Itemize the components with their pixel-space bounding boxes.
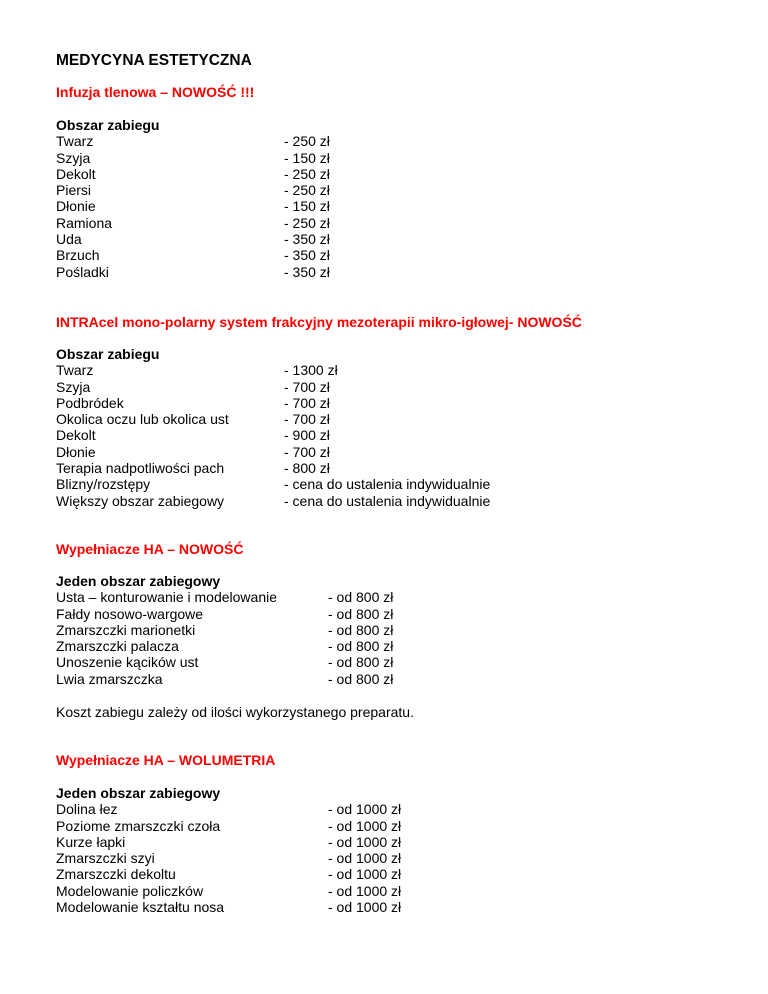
item-price: - od 800 zł	[328, 621, 394, 638]
item-price: - 150 zł	[284, 198, 330, 215]
item-price: - 250 zł	[284, 182, 330, 199]
list-item	[56, 133, 330, 150]
item-name: Dłonie	[56, 443, 96, 460]
item-name: Unoszenie kącików ust	[56, 654, 199, 671]
item-name: Blizny/rozstępy	[56, 476, 151, 493]
item-price: - od 1000 zł	[328, 899, 402, 916]
section-wypelniacze-wolumetria	[56, 752, 402, 916]
list-item	[56, 460, 582, 476]
item-name: Kurze łapki	[56, 833, 126, 850]
section-infuzja-tlenowa	[56, 84, 330, 280]
item-price: - 700 zł	[284, 394, 330, 411]
item-price: - od 1000 zł	[328, 866, 402, 883]
section-subheading: Obszar zabiegu	[56, 346, 160, 362]
item-price: - 250 zł	[284, 133, 330, 150]
list-item	[56, 850, 402, 867]
list-item	[56, 214, 330, 231]
item-name: Terapia nadpotliwości pach	[56, 460, 225, 477]
item-price: - 1300 zł	[284, 362, 338, 379]
item-price: - 700 zł	[284, 443, 330, 460]
price-list	[56, 133, 330, 280]
section-title: Infuzja tlenowa – NOWOŚĆ !!!	[56, 84, 255, 100]
item-price: - od 1000 zł	[328, 882, 402, 899]
item-name: Zmarszczki marionetki	[56, 621, 196, 638]
list-item	[56, 833, 402, 850]
item-name: Pośladki	[56, 263, 109, 280]
section-subheading: Obszar zabiegu	[56, 117, 160, 133]
list-item	[56, 654, 414, 670]
item-name: Brzuch	[56, 247, 100, 264]
item-name: Zmarszczki szyi	[56, 850, 155, 867]
item-name: Zmarszczki palacza	[56, 638, 179, 655]
item-price: - 700 zł	[284, 378, 330, 395]
list-item	[56, 411, 582, 427]
item-price: - od 800 zł	[328, 638, 394, 655]
list-item	[56, 263, 330, 280]
list-item	[56, 362, 582, 378]
item-name: Poziome zmarszczki czoła	[56, 817, 221, 834]
item-name: Podbródek	[56, 394, 124, 411]
item-name: Fałdy nosowo-wargowe	[56, 605, 204, 622]
item-price: - od 800 zł	[328, 670, 394, 687]
page-title: MEDYCYNA ESTETYCZNA	[56, 52, 252, 69]
item-name: Okolica oczu lub okolica ust	[56, 411, 229, 428]
item-name: Twarz	[56, 133, 94, 150]
list-item	[56, 198, 330, 215]
item-price: - cena do ustalenia indywidualnie	[284, 476, 491, 493]
list-item	[56, 493, 582, 509]
section-title: INTRAcel mono-polarny system frakcyjny mezoterapii mikro-igłowej- NOWOŚĆ	[56, 314, 582, 330]
price-list	[56, 801, 402, 916]
list-item	[56, 882, 402, 899]
item-name: Dłonie	[56, 198, 96, 215]
item-price: - 350 zł	[284, 247, 330, 264]
list-item	[56, 801, 402, 818]
section-title: Wypełniacze HA – WOLUMETRIA	[56, 752, 276, 768]
item-name: Ramiona	[56, 214, 113, 231]
item-name: Szyja	[56, 149, 91, 166]
list-item	[56, 231, 330, 248]
item-price: - 900 zł	[284, 427, 330, 444]
item-name: Modelowanie kształtu nosa	[56, 899, 225, 916]
list-item	[56, 866, 402, 883]
item-name: Usta – konturowanie i modelowanie	[56, 589, 278, 606]
item-price: - od 1000 zł	[328, 801, 402, 818]
list-item	[56, 606, 414, 622]
item-name: Uda	[56, 231, 82, 248]
list-item	[56, 182, 330, 199]
item-name: Dekolt	[56, 427, 96, 444]
list-item	[56, 247, 330, 264]
item-name: Modelowanie policzków	[56, 882, 204, 899]
item-price: - 150 zł	[284, 149, 330, 166]
section-intracel	[56, 314, 582, 509]
item-price: - od 1000 zł	[328, 833, 402, 850]
list-item	[56, 622, 414, 638]
item-name: Szyja	[56, 378, 91, 395]
list-item	[56, 476, 582, 492]
list-item	[56, 817, 402, 834]
item-price: - od 800 zł	[328, 654, 394, 671]
list-item	[56, 444, 582, 460]
item-price: - 350 zł	[284, 263, 330, 280]
price-list	[56, 589, 414, 687]
item-name: Zmarszczki dekoltu	[56, 866, 176, 883]
item-name: Piersi	[56, 182, 92, 199]
item-price: - 800 zł	[284, 460, 330, 477]
section-subheading: Jeden obszar zabiegowy	[56, 785, 221, 801]
list-item	[56, 379, 582, 395]
price-list	[56, 362, 582, 509]
item-price: - 250 zł	[284, 165, 330, 182]
item-price: - 350 zł	[284, 231, 330, 248]
list-item	[56, 899, 402, 916]
section-subheading: Jeden obszar zabiegowy	[56, 573, 221, 589]
item-price: - 700 zł	[284, 411, 330, 428]
list-item	[56, 395, 582, 411]
item-name: Dolina łez	[56, 801, 118, 818]
section-title: Wypełniacze HA – NOWOŚĆ	[56, 541, 244, 557]
item-name: Większy obszar zabiegowy	[56, 492, 225, 509]
item-price: - cena do ustalenia indywidualnie	[284, 492, 491, 509]
item-price: - od 800 zł	[328, 589, 394, 606]
item-price: - 250 zł	[284, 214, 330, 231]
list-item	[56, 638, 414, 654]
list-item	[56, 149, 330, 166]
item-name: Dekolt	[56, 165, 96, 182]
section-wypelniacze-nowosc	[56, 541, 414, 720]
section-note: Koszt zabiegu zależy od ilości wykorzystanego preparatu.	[56, 704, 414, 721]
item-price: - od 1000 zł	[328, 850, 402, 867]
item-price: - od 1000 zł	[328, 817, 402, 834]
list-item	[56, 589, 414, 605]
list-item	[56, 165, 330, 182]
item-name: Lwia zmarszczka	[56, 670, 163, 687]
list-item	[56, 671, 414, 687]
list-item	[56, 427, 582, 443]
item-name: Twarz	[56, 362, 94, 379]
item-price: - od 800 zł	[328, 605, 394, 622]
